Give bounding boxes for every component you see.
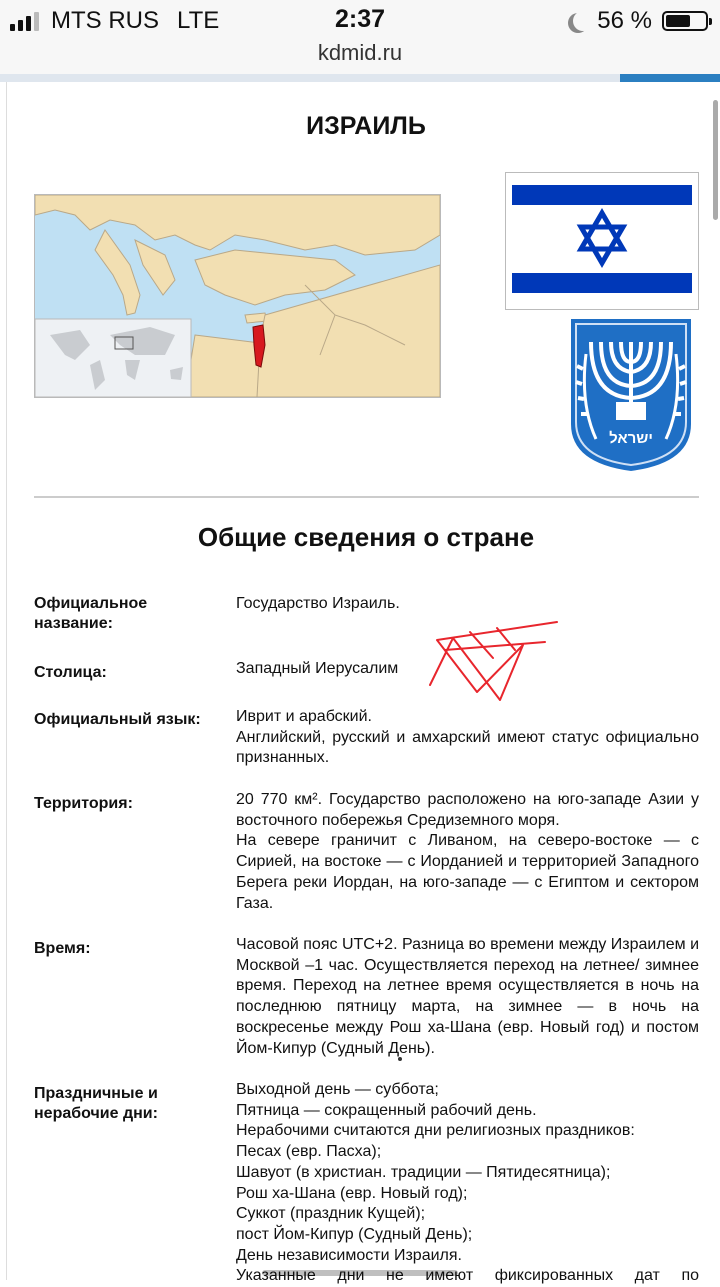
info-label: Официальный язык: — [34, 711, 201, 728]
status-bar — [0, 0, 720, 80]
address-bar[interactable]: kdmid.ru — [317, 40, 403, 65]
divider — [34, 496, 699, 498]
info-value: Государство Израиль. — [236, 595, 400, 612]
israel-flag — [505, 172, 699, 310]
info-value: Западный Иерусалим — [236, 660, 399, 677]
info-value: Часовой пояс UTC+2. Разница во времени между Израилем и Москвой –1 час. Осуществляется переход на летнее/ зимнее время. Переход на летнее время осуществляется в ночь на последнюю пятницу марта, на зимнее — в ночь на воскресенье между Рош ха-Шана (евр. Новый год) и постом Йом-Кипур (Судный День). — [236, 936, 699, 1057]
active-tab-indicator — [620, 74, 720, 82]
status-indicators — [567, 7, 708, 35]
info-value: 20 770 км². Государство расположено на юго-западе Азии у восточного побережья Средиземного моря. На севере граничит с Ливаном, на северо-востоке — с Сирией, на востоке — с Иорданией и территорией Западного Берега реки Иордан, на юго-западе — с Египтом и сектором Газа. — [236, 791, 699, 912]
info-label: Официальное название: — [34, 595, 148, 632]
clock: 2:37 — [334, 5, 386, 33]
info-label: Столица: — [34, 664, 107, 681]
cursor-dot — [398, 1057, 402, 1061]
info-label: Праздничные и нерабочие дни: — [34, 1085, 158, 1122]
battery-icon — [662, 11, 708, 31]
carrier-name: MTS RUS — [51, 7, 159, 34]
info-value: Иврит и арабский. Английский, русский и амхарский имеют статус официально признанных. — [236, 708, 699, 767]
country-title: ИЗРАИЛЬ — [306, 112, 426, 140]
battery-percent: 56 % — [597, 7, 652, 34]
tab-strip — [0, 74, 720, 82]
hand-drawn-star-scribble — [425, 620, 565, 705]
section-title: Общие сведения о стране — [197, 522, 535, 552]
info-value: Выходной день — суббота; Пятница — сокращенный рабочий день. Нерабочими считаются дни религиозных праздников: Песах (евр. Пасха); Шавуот (в христиан. традиции — Пятидесятница); Рош ха-Шана (евр. Новый год); Суккот (праздник Кущей); пост Йом-Кипур (Судный День); День независимости Израиля. Указанные дни не имеют фиксированных дат по — [236, 1081, 699, 1285]
israel-emblem — [566, 314, 696, 474]
network-type: LTE — [177, 7, 220, 34]
location-map — [34, 194, 441, 398]
home-indicator[interactable] — [262, 1270, 458, 1276]
moon-icon — [573, 11, 593, 31]
emblem-text: ישראל — [609, 430, 653, 447]
info-label: Время: — [34, 940, 91, 957]
info-label: Территория: — [34, 795, 133, 812]
